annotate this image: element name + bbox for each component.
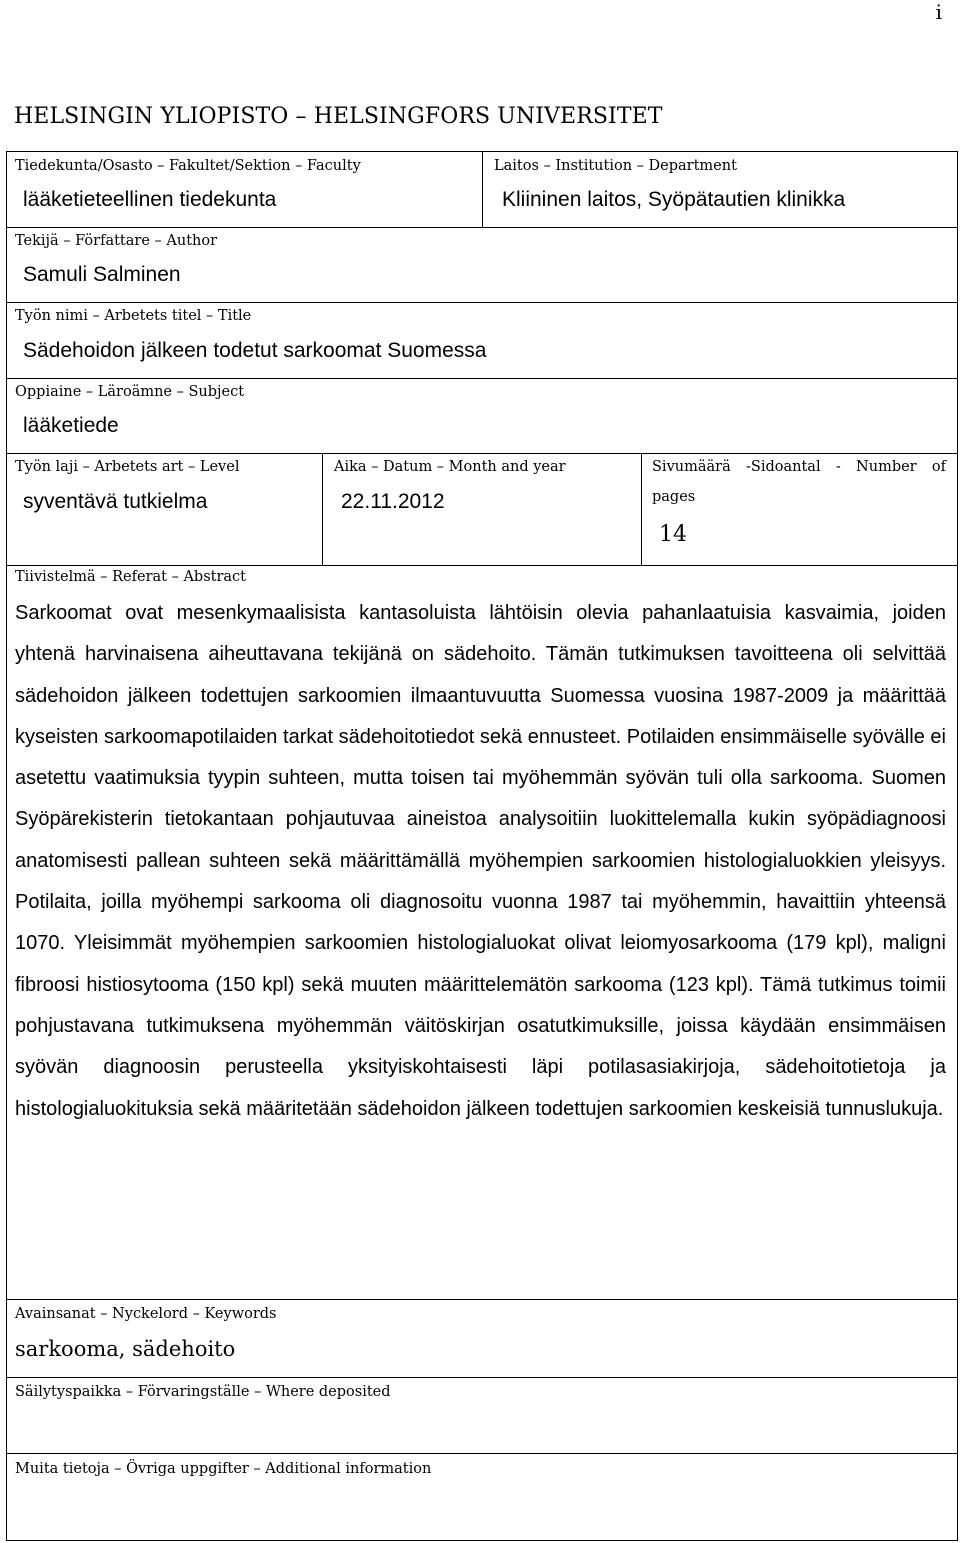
date-label: Aika – Datum – Month and year <box>334 459 566 475</box>
department-value: Kliininen laitos, Syöpätautien klinikka <box>502 188 846 211</box>
title-value: Sädehoidon jälkeen todetut sarkoomat Suomessa <box>23 339 487 362</box>
keywords-label: Avainsanat – Nyckelord – Keywords <box>15 1306 277 1322</box>
page-number: i <box>935 0 942 24</box>
row-divider <box>7 565 957 566</box>
subject-label: Oppiaine – Läroämne – Subject <box>15 384 245 400</box>
university-heading: HELSINGIN YLIOPISTO – HELSINGFORS UNIVERSITET <box>14 104 663 129</box>
deposited-label: Säilytyspaikka – Förvaringställe – Where deposited <box>15 1384 391 1400</box>
column-divider <box>322 453 323 565</box>
faculty-value: lääketieteellinen tiedekunta <box>23 188 277 211</box>
author-value: Samuli Salminen <box>23 263 181 286</box>
faculty-label: Tiedekunta/Osasto – Fakultet/Sektion – Faculty <box>15 158 361 174</box>
row-divider <box>7 1453 957 1454</box>
row-divider <box>7 1377 957 1378</box>
row-divider <box>7 453 957 454</box>
abstract-form <box>6 151 958 1541</box>
keywords-value: sarkooma, sädehoito <box>15 1337 236 1361</box>
row-divider <box>7 1299 957 1300</box>
title-label: Työn nimi – Arbetets titel – Title <box>15 308 252 324</box>
abstract-text: Sarkoomat ovat mesenkymaalisista kantasoluista lähtöisin olevia pahanlaatuisia kasvaimia, joiden yhtenä harvinaisena aiheuttavana tekijänä on sädehoito. Tämän tutkimuksen tavoitteena oli selvittää sädehoidon jälkeen todettujen sarkoomien ilmaantuvuutta Suomessa vuosina 1987-2009 ja määrittää kyseisten sarkoomapotilaiden tarkat sädehoitotiedot sekä ennusteet. Potilaiden ensimmäiselle syövälle ei asetettu vaatimuksia tyypin suhteen, mutta toisen tai myöhemmän syövän tuli olla sarkooma. Suomen Syöpärekisterin tietokantaan pohjautuvaa aineistoa analysoitiin luokittelemalla kukin syöpädiagnoosi anatomisesti pallean suhteen sekä määrittämällä myöhempien sarkoomien histologialuokkien yleisyys. Potilaita, joilla myöhempi sarkooma oli diagnosoitu vuonna 1987 tai myöhemmin, havaittiin yhteensä 1070. Yleisimmät myöhempien sarkoomien histologialuokat olivat leiomyosarkooma (179 kpl), maligni fibroosi histiosytooma (150 kpl) sekä muuten määrittelemätön sarkooma (123 kpl). Tämä tutkimus toimii pohjustavana tutkimuksena myöhemmän väitöskirjan osatutkimuksille, joissa käydään ensimmäisen syövän diagnoosin perusteella yksityiskohtaisesti läpi potilasasiakirjoja, sädehoitotietoja ja histologialuokituksia sekä määritetään sädehoidon jälkeen todettujen sarkoomien keskeisiä tunnuslukuja. <box>15 602 946 1120</box>
row-divider <box>7 302 957 303</box>
subject-value: lääketiede <box>23 414 119 437</box>
column-divider <box>482 152 483 227</box>
pages-value: 14 <box>659 522 687 547</box>
pages-label-continued: pages <box>652 489 696 505</box>
date-value: 22.11.2012 <box>341 490 445 513</box>
author-label: Tekijä – Författare – Author <box>15 233 218 249</box>
row-divider <box>7 227 957 228</box>
level-value: syventävä tutkielma <box>23 490 208 513</box>
level-label: Työn laji – Arbetets art – Level <box>15 459 240 475</box>
additional-label: Muita tietoja – Övriga uppgifter – Additional information <box>15 1461 432 1477</box>
abstract-label: Tiivistelmä – Referat – Abstract <box>15 569 246 585</box>
row-divider <box>7 378 957 379</box>
department-label: Laitos – Institution – Department <box>494 158 737 174</box>
pages-label: Sivumäärä -Sidoantal - Number of <box>652 459 946 475</box>
column-divider <box>641 453 642 565</box>
